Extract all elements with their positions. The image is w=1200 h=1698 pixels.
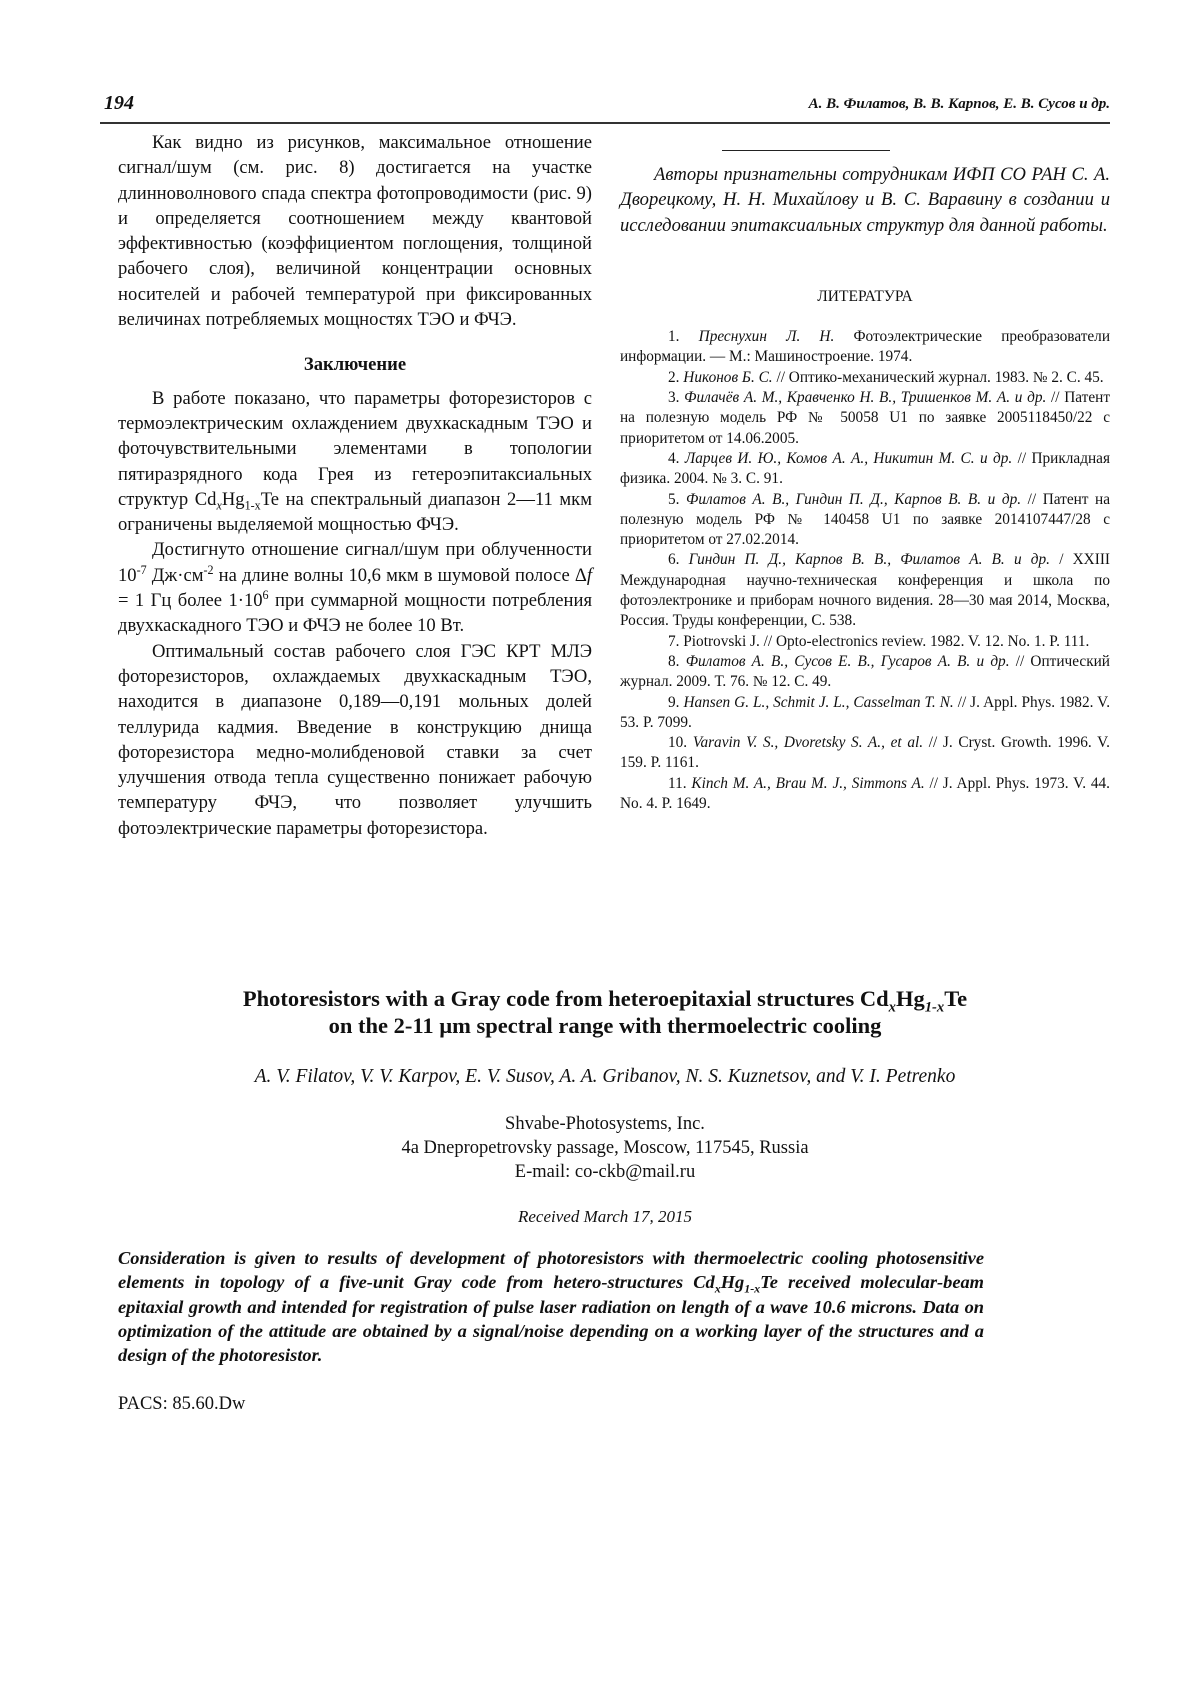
text-run: = 1 Гц более 1·10 [118,590,263,612]
affiliation [100,1112,1110,1184]
text-run: Hg [221,488,245,510]
reference-item [620,733,1110,774]
left-column [118,130,592,841]
text-run: В работе показано, что параметры фоторезисторов с термоэлектрическим охлаждением двухкаскадным ТЭО и фоточувствительными элементами в топологии пятиразрядного кода Грея из гетероэпитаксиальных структур Cd [118,387,592,510]
text-run: / XXIII Международная научно-техническая конференция и школа по фотоэлектронике и приборам ночного видения. 28—30 мая 2014, Москва, Россия. Труды конференции, С. 538. [620,551,1111,630]
text-run: Kinch M. A., Brau M. J., Simmons A. [691,774,925,792]
text-run: Te [944,986,968,1011]
text-run: при суммарной мощности потребления двухкаскадного ТЭО и ФЧЭ не более 10 Вт. [118,590,592,637]
running-head: А. В. Филатов, В. В. Карпов, Е. В. Сусов и др. [808,96,1110,112]
text-run: Дж·см [146,564,204,586]
page-header [100,88,1110,124]
paragraph [118,537,592,638]
text-run: // Патент на полезную модель РФ № 140458 U1 по заявке 2014107447/28 с приоритетом от 27.02.2014. [620,490,1111,549]
reference-item [620,652,1110,693]
text-run: на длине волны 10,6 мкм в шумовой полосе Δ [213,564,587,586]
text-run: 1. [668,328,699,346]
reference-item [620,449,1110,490]
text-run: Достигнуто отношение сигнал/шум при облученности 10 [118,539,592,586]
text-run: Consideration is given to results of development of photoresistors with thermoelectric cooling photosensitive elements in topology of a five-unit Gray code from hetero-structures Cd [118,1248,984,1293]
text-run: 8. [668,652,686,670]
reference-item [620,368,1110,388]
paragraph [118,130,592,332]
text-run: Никонов Б. С. [683,368,773,386]
text-run: 1-x [244,498,261,513]
text-run: Филатов А. В., Гиндин П. Д., Карпов В. В. и др. [686,490,1022,508]
text-run: 1-x [744,1281,761,1296]
text-run: // J. Appl. Phys. 1982. V. 53. P. 7099. [620,693,1111,731]
reference-item [620,490,1110,551]
paragraph [118,639,592,841]
reference-item [620,693,1110,734]
text-run: Как видно из рисунков, максимальное отношение сигнал/шум (см. рис. 8) достигается на участке длинноволнового спада спектра фотопроводимости (рис. 9) и определяется соотношением между квантовой эффективностью (коэффициентом поглощения, толщиной рабочего слоя), величиной концентрации основных носителей и рабочей температурой при фиксированных величинах потребляемых мощностях ТЭО и ФЧЭ. [118,132,592,331]
text-run: Hansen G. L., Schmit J. L., Casselman T. N. [683,693,954,711]
text-run: 6 [262,587,269,602]
text-run: 7. Piotrovski J. // Opto-electronics review. 1982. V. 12. No. 1. P. 111. [668,632,1090,650]
text-run: Оптимальный состав рабочего слоя ГЭС КРТ МЛЭ фоторезисторов, охлаждаемых двухкаскадным ТЭО, находится в диапазоне 0,189—0,191 мольных долей теллурида кадмия. Введение в конструкцию днища фоторезистора медно-молибденовой ставки за счет улучшения отвода тепла существенно понижает рабочую температуру ФЧЭ, что позволяет улучшить фотоэлектрические параметры фоторезистора. [118,640,592,839]
text-run: Заключение [303,354,407,376]
text-run: Филачёв А. М., Кравченко Н. В., Тришенков М. А. и др. [684,389,1047,407]
text-run: // Оптико-механический журнал. 1983. № 2. С. 45. [772,368,1104,386]
reference-item [620,388,1110,449]
text-run: // J. Appl. Phys. 1973. V. 44. No. 4. P. 1649. [620,774,1110,813]
section-heading [118,352,592,377]
text-run: 9. [668,693,684,711]
abstract [118,1246,984,1367]
text-run: Ларцев И. Ю., Комов А. А., Никитин М. С. и др. [684,449,1013,467]
references-heading: ЛИТЕРАТУРА [817,287,913,305]
received-date: Received March 17, 2015 [517,1207,693,1226]
text-run: -2 [203,562,214,577]
reference-item [620,550,1110,631]
text-run: 6. [668,551,689,569]
reference-item [620,327,1110,368]
reference-list [620,327,1110,814]
text-run: // Оптический журнал. 2009. Т. 76. № 12. С. 49. [620,652,1110,691]
acknowledgment: Авторы признательны сотрудникам ИФП СО РАН С. А. Дворецкому, Н. Н. Михайлову и В. С. Варавину в создании и исследовании эпитаксиальных структур для данной работы. [620,164,1110,236]
text-run: Hg [720,1272,745,1293]
text-run: Гиндин П. Д., Карпов В. В., Филатов А. В. и др. [688,551,1050,569]
text-run: 4. [668,449,685,467]
text-run: // Патент на полезную модель РФ № 50058 U1 по заявке 2005118450/22 с приоритетом от 14.06.2005. [620,389,1111,447]
text-run: 11. [668,774,692,792]
page-number: 194 [104,92,134,114]
text-run: 1-x [924,999,945,1016]
text-run: Преснухин Л. Н. [698,328,835,346]
text-run: Varavin V. S., Dvoretsky S. A., et al. [692,734,924,752]
text-run: // J. Cryst. Growth. 1996. V. 159. P. 1161. [620,734,1110,772]
text-run: -7 [136,562,147,577]
pacs-code: PACS: 85.60.Dw [118,1394,246,1414]
text-run: // Прикладная физика. 2004. № 3. С. 91. [620,449,1110,488]
right-column [620,162,1110,814]
text-run: 10. [668,734,693,752]
text-run: x [888,999,896,1016]
reference-item [620,774,1110,815]
text-run: Фотоэлектрические преобразователи информации. — М.: Машиностроение. 1974. [620,328,1111,366]
text-run: 2. [668,368,684,386]
text-run: Филатов А. В., Сусов Е. В., Гусаров А. В. и др. [685,652,1010,670]
text-run: Te received molecular-beam epitaxial growth and intended for registration of pulse laser radiation on length of a wave 10.6 microns. Data on optimization of the attitude are obtained by a signal/noise depending on a working layer of the structures and a design of the photoresistor. [118,1272,984,1366]
divider [722,150,890,151]
text-run: on the 2-11 µm spectral range with thermoelectric cooling [328,1013,882,1038]
text-run: 5. [668,490,687,508]
affiliation-line: 4a Dnepropetrovsky passage, Moscow, 117545, Russia [401,1138,809,1158]
text-run: Te на спектральный диапазон 2—11 мкм ограничены выделяемой мощностью ФЧЭ. [118,488,592,536]
text-run: Hg [895,986,925,1011]
reference-item [620,632,1110,652]
email[interactable]: E-mail: co-ckb@mail.ru [514,1162,696,1182]
english-authors: A. V. Filatov, V. V. Karpov, E. V. Susov, A. A. Gribanov, N. S. Kuznetsov, and V. I. Petrenko [254,1066,956,1087]
paragraph [118,386,592,538]
text-run: f [586,564,593,586]
text-run: x [714,1281,721,1296]
text-run: x [216,498,222,513]
text-run: 3. [668,389,685,407]
text-run: Photoresistors with a Gray code from heteroepitaxial structures Cd [242,986,889,1011]
english-title [100,985,1110,1039]
affiliation-line: Shvabe-Photosystems, Inc. [505,1114,705,1134]
